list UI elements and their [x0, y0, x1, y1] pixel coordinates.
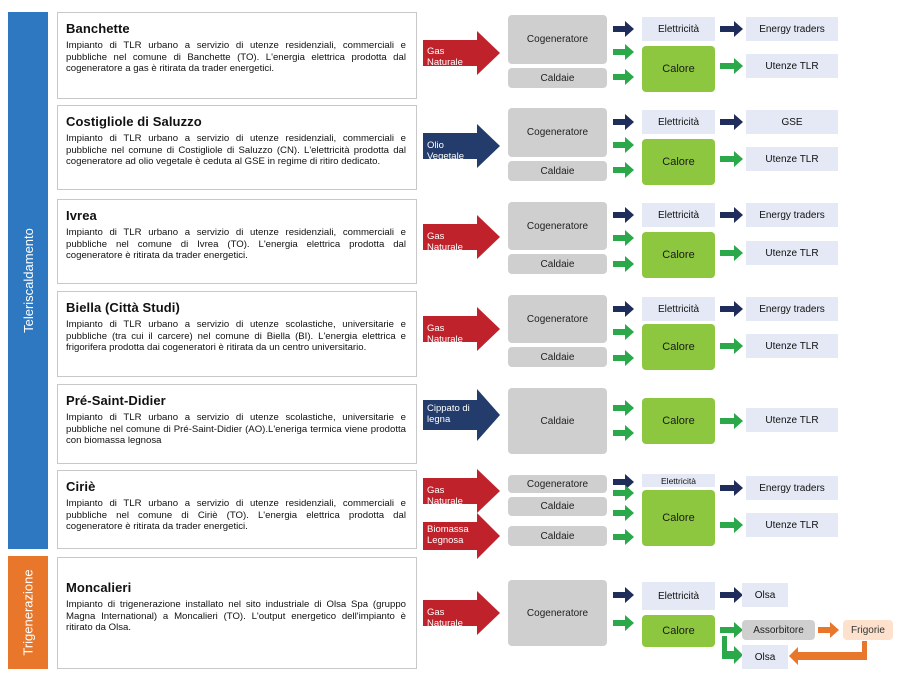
- output-box: Utenze TLR: [746, 241, 838, 265]
- small-arrow: [720, 622, 743, 638]
- output-box: Energy traders: [746, 476, 838, 500]
- plant-description: Impianto di TLR urbano a servizio di utenze residenziali, commerciali e pubbliche nel comune di Costigliole di Saluzzo (CN). L'elettricità prodotta dal cogeneratore ad olio vegetale è ceduta al GSE in regime di ritiro dedicato.: [66, 133, 406, 168]
- plant-name: Biella (Città Studi): [66, 300, 180, 315]
- output-box: Energy traders: [746, 203, 838, 227]
- frigorie-box: Frigorie: [843, 620, 893, 640]
- small-arrow: [613, 162, 634, 178]
- small-arrow: [613, 425, 634, 441]
- calore-box: Calore: [642, 615, 715, 647]
- small-arrow: [720, 151, 743, 167]
- output-box: Energy traders: [746, 297, 838, 321]
- output-box: Olsa: [742, 645, 788, 669]
- output-box: Utenze TLR: [746, 408, 838, 432]
- elettricita-box: Elettricità: [642, 110, 715, 134]
- small-arrow: [720, 207, 743, 223]
- calore-box: Calore: [642, 324, 715, 370]
- small-arrow: [720, 587, 743, 603]
- small-arrow: [613, 505, 634, 521]
- calore-box: Calore: [642, 490, 715, 546]
- small-arrow: [613, 44, 634, 60]
- small-arrow: [613, 137, 634, 153]
- assorbitore-box: Assorbitore: [742, 620, 815, 640]
- output-box: Olsa: [742, 583, 788, 607]
- plant-name: Moncalieri: [66, 580, 132, 595]
- plant-description: Impianto di TLR urbano a servizio di utenze residenziali, commerciali e pubbliche nel comune di Ciriè (TO). L'energia elettrica prodotta dal cogeneratore è ritirata da trader energetici.: [66, 498, 406, 533]
- elettricita-box: Elettricità: [642, 582, 715, 610]
- output-box: Utenze TLR: [746, 147, 838, 171]
- cogeneratore-box: Cogeneratore: [508, 108, 607, 157]
- small-arrow: [720, 480, 743, 496]
- small-arrow: [613, 474, 634, 490]
- small-arrow: [720, 114, 743, 130]
- plant-description: Impianto di TLR urbano a servizio di utenze scolastiche, universitarie e pubbliche (tra cui il carcere) nel comune di Biella (BI). L'energia elettrica e frigorifera prodotta dai cogeneratori è ritirata da un centro universitario.: [66, 319, 406, 354]
- caldaie-box: Caldaie: [508, 254, 607, 274]
- calore-box: Calore: [642, 139, 715, 185]
- calore-box: Calore: [642, 398, 715, 444]
- small-arrow: [720, 338, 743, 354]
- cogeneratore-box: Cogeneratore: [508, 580, 607, 646]
- plant-name: Ivrea: [66, 208, 97, 223]
- caldaie-box: Caldaie: [508, 526, 607, 546]
- elettricita-box: Elettricità: [642, 474, 715, 487]
- plant-name: Banchette: [66, 21, 130, 36]
- small-arrow: [720, 21, 743, 37]
- plant-description: Impianto di TLR urbano a servizio di utenze residenziali, commerciali e pubbliche nel comune di Banchette (TO). L'energia elettrica prodotta dal cogeneratore a gas è ritirata da trader energetici.: [66, 40, 406, 75]
- small-arrow: [613, 230, 634, 246]
- small-arrow: [613, 485, 634, 501]
- small-arrow: [613, 400, 634, 416]
- plant-description: Impianto di trigenerazione installato nel sito industriale di Olsa Spa (gruppo Magna International) a Moncalieri (TO). L'output energetico dell'impianto è ritirato da Olsa.: [66, 599, 406, 634]
- small-arrow: [613, 324, 634, 340]
- caldaie-box: Caldaie: [508, 347, 607, 367]
- small-arrow: [789, 641, 867, 665]
- plant-description: Impianto di TLR urbano a servizio di utenze scolastiche, universitarie e pubbliche nel comune di Pré-Saint-Didier (AO).L'eneriga termica viene prodotta con biomassa legnosa: [66, 412, 406, 447]
- plant-description: Impianto di TLR urbano a servizio di utenze residenziali, commerciali e pubbliche nel comune di Ivrea (TO). L'energia elettrica prodotta dal cogeneratore è ritirata da trader energetici.: [66, 227, 406, 262]
- small-arrow: [720, 413, 743, 429]
- small-arrow: [613, 256, 634, 272]
- caldaie-box: Caldaie: [508, 388, 607, 454]
- cogeneratore-box: Cogeneratore: [508, 475, 607, 493]
- elettricita-box: Elettricità: [642, 297, 715, 321]
- small-arrow: [613, 69, 634, 85]
- plant-name: Costigliole di Saluzzo: [66, 114, 202, 129]
- calore-box: Calore: [642, 46, 715, 92]
- small-arrow: [720, 517, 743, 533]
- output-box: Utenze TLR: [746, 513, 838, 537]
- output-box: Utenze TLR: [746, 54, 838, 78]
- small-arrow: [613, 207, 634, 223]
- small-arrow: [613, 529, 634, 545]
- small-arrow: [720, 301, 743, 317]
- small-arrow: [613, 615, 634, 631]
- cogeneratore-box: Cogeneratore: [508, 295, 607, 343]
- small-arrow: [720, 58, 743, 74]
- trigenerazione-label: Trigenerazione: [20, 569, 36, 656]
- teleriscaldamento-label: Teleriscaldamento: [20, 228, 36, 333]
- small-arrow: [613, 21, 634, 37]
- small-arrow: [818, 622, 839, 638]
- cogeneratore-box: Cogeneratore: [508, 202, 607, 250]
- cogeneratore-box: Cogeneratore: [508, 15, 607, 64]
- small-arrow: [613, 114, 634, 130]
- small-arrow: [613, 587, 634, 603]
- caldaie-box: Caldaie: [508, 497, 607, 516]
- plant-name: Pré-Saint-Didier: [66, 393, 166, 408]
- elettricita-box: Elettricità: [642, 203, 715, 227]
- output-box: Energy traders: [746, 17, 838, 41]
- elettricita-box: Elettricità: [642, 17, 715, 41]
- calore-box: Calore: [642, 232, 715, 278]
- output-box: Utenze TLR: [746, 334, 838, 358]
- output-box: GSE: [746, 110, 838, 134]
- small-arrow: [613, 301, 634, 317]
- small-arrow: [720, 245, 743, 261]
- caldaie-box: Caldaie: [508, 68, 607, 88]
- small-arrow: [613, 350, 634, 366]
- plant-name: Ciriè: [66, 479, 96, 494]
- caldaie-box: Caldaie: [508, 161, 607, 181]
- small-arrow: [722, 636, 743, 664]
